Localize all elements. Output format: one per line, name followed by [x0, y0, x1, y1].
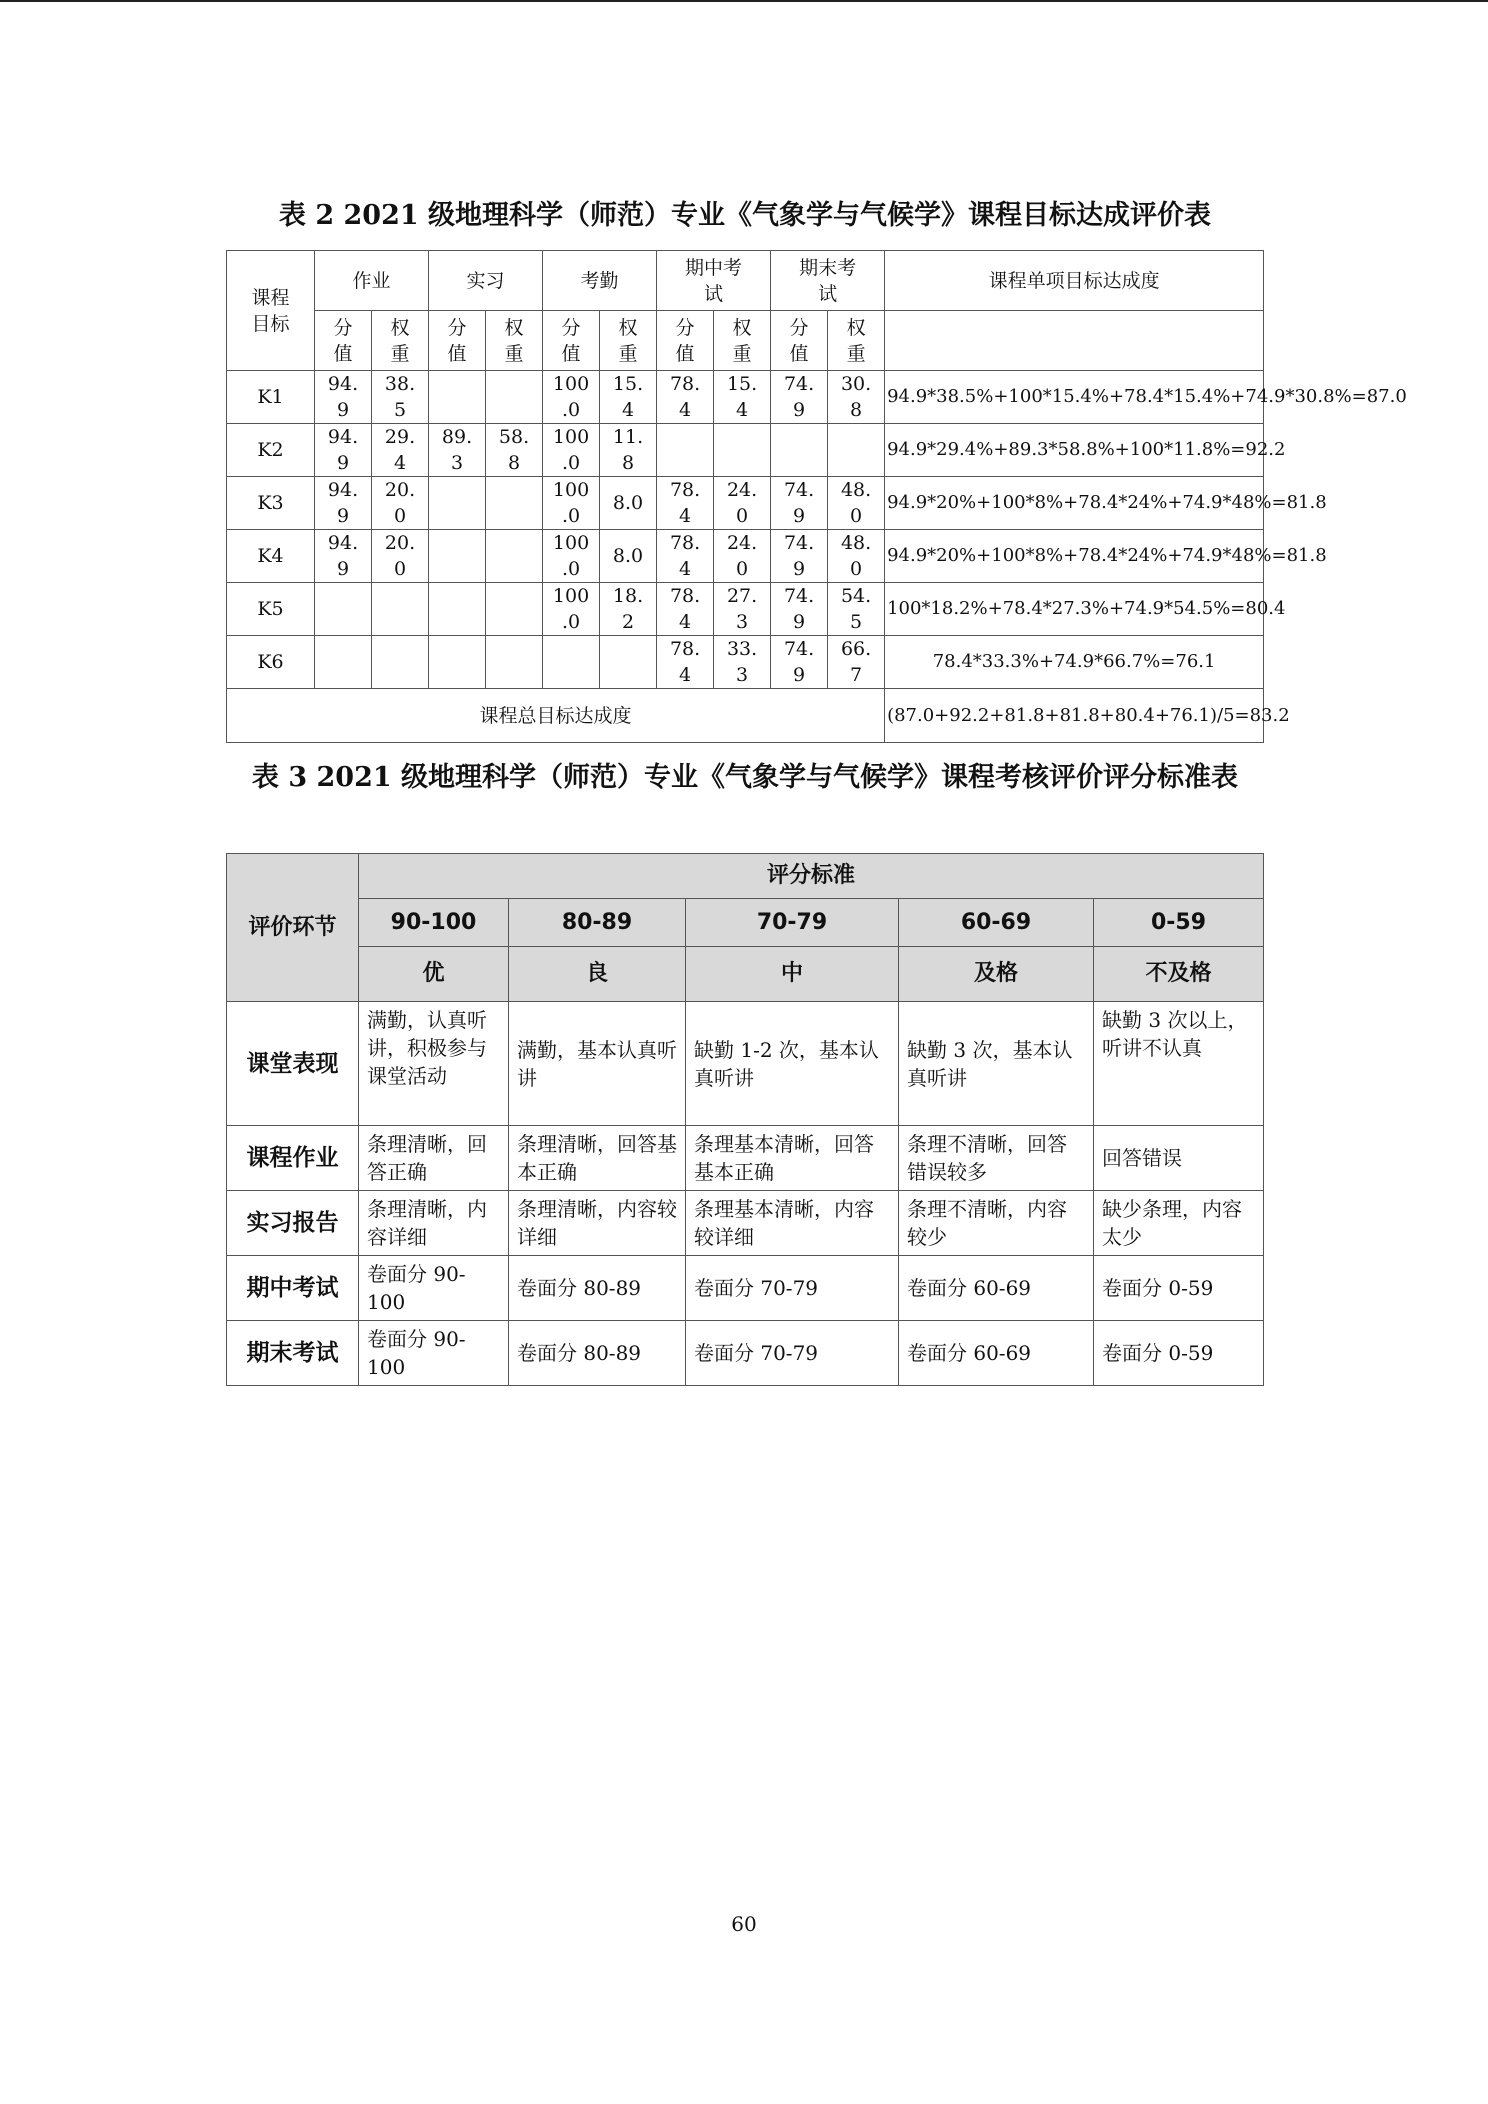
header-score: 分 值 — [543, 311, 600, 371]
header-evaluation-stage: 评价环节 — [227, 854, 359, 1002]
table-row — [227, 636, 1264, 689]
table-cell: 8.0 — [600, 530, 657, 583]
table-row — [227, 477, 1264, 530]
table-cell: 条理清晰，回答正确 — [359, 1126, 509, 1191]
table-cell: 78. 4 — [657, 583, 714, 636]
course-goal-achievement-table — [226, 250, 1407, 743]
table3-caption: 表 3 2021 级地理科学（师范）专业《气象学与气候学》课程考核评价评分标准表 — [251, 762, 1239, 793]
header-grading-standard: 评分标准 — [359, 854, 1264, 899]
table-cell: 卷面分 70-79 — [686, 1321, 899, 1386]
achievement-formula: 94.9*20%+100*8%+78.4*24%+74.9*48%=81.8 — [885, 530, 1264, 583]
table-cell — [372, 636, 429, 689]
table-cell: 卷面分 60-69 — [899, 1321, 1094, 1386]
header-weight: 权 重 — [828, 311, 885, 371]
header-internship: 实习 — [429, 251, 543, 311]
table-cell: 缺勤 1-2 次，基本认真听讲 — [686, 1002, 899, 1126]
achievement-formula: 78.4*33.3%+74.9*66.7%=76.1 — [885, 636, 1264, 689]
table-cell: 条理清晰，回答基本正确 — [509, 1126, 686, 1191]
table-cell: 78. 4 — [657, 530, 714, 583]
table-cell: 78. 4 — [657, 636, 714, 689]
table-cell: 条理不清晰，内容较少 — [899, 1191, 1094, 1256]
table-cell: 89. 3 — [429, 424, 486, 477]
table-cell: 条理不清晰，回答错误较多 — [899, 1126, 1094, 1191]
table-cell — [828, 424, 885, 477]
header-attendance: 考勤 — [543, 251, 657, 311]
table-cell — [315, 636, 372, 689]
table-cell: 58. 8 — [486, 424, 543, 477]
row-label: K5 — [227, 583, 315, 636]
table-row — [227, 1126, 1264, 1191]
achievement-formula: 94.9*20%+100*8%+78.4*24%+74.9*48%=81.8 — [885, 477, 1264, 530]
table-cell — [429, 477, 486, 530]
row-label: K4 — [227, 530, 315, 583]
total-achievement-formula: (87.0+92.2+81.8+81.8+80.4+76.1)/5=83.2 — [885, 689, 1264, 743]
table-cell: 66. 7 — [828, 636, 885, 689]
table-cell: 54. 5 — [828, 583, 885, 636]
header-course-target: 课程 目标 — [227, 251, 315, 371]
header-grade: 不及格 — [1094, 947, 1264, 1002]
header-grade: 中 — [686, 947, 899, 1002]
table-cell: 回答错误 — [1094, 1126, 1264, 1191]
row-label: 课堂表现 — [227, 1002, 359, 1126]
row-label: 课程作业 — [227, 1126, 359, 1191]
table-cell: 38. 5 — [372, 371, 429, 424]
header-weight: 权 重 — [600, 311, 657, 371]
header-weight: 权 重 — [372, 311, 429, 371]
table-cell: 94. 9 — [315, 477, 372, 530]
table-cell: 24. 0 — [714, 477, 771, 530]
table-cell — [429, 583, 486, 636]
header-homework: 作业 — [315, 251, 429, 311]
table-cell: 27. 3 — [714, 583, 771, 636]
table-cell: 74. 9 — [771, 583, 828, 636]
header-item-achievement: 课程单项目标达成度 — [885, 251, 1264, 311]
header-grade: 良 — [509, 947, 686, 1002]
table-cell: 卷面分 70-79 — [686, 1256, 899, 1321]
header-range: 80-89 — [509, 899, 686, 947]
table-cell: 缺勤 3 次以上，听讲不认真 — [1094, 1002, 1264, 1126]
table-cell: 100 .0 — [543, 424, 600, 477]
table-cell: 8.0 — [600, 477, 657, 530]
table-cell: 11. 8 — [600, 424, 657, 477]
table-cell: 74. 9 — [771, 636, 828, 689]
header-weight: 权 重 — [714, 311, 771, 371]
table-cell — [543, 636, 600, 689]
header-midterm-exam: 期中考 试 — [657, 251, 771, 311]
page-top-border — [0, 0, 1488, 2]
table-cell: 33. 3 — [714, 636, 771, 689]
table-cell — [771, 424, 828, 477]
total-achievement-label: 课程总目标达成度 — [227, 689, 885, 743]
table-cell — [486, 583, 543, 636]
table-row — [227, 583, 1264, 636]
table-cell: 卷面分 0-59 — [1094, 1256, 1264, 1321]
table-cell: 15. 4 — [714, 371, 771, 424]
table-cell — [714, 424, 771, 477]
header-grade: 及格 — [899, 947, 1094, 1002]
table-row-total — [227, 689, 1264, 743]
table-row — [227, 1256, 1264, 1321]
table-cell — [372, 583, 429, 636]
table-cell — [600, 636, 657, 689]
table-row — [227, 1002, 1264, 1126]
table-cell: 100 .0 — [543, 583, 600, 636]
table-row — [227, 1191, 1264, 1256]
table-cell — [429, 530, 486, 583]
table-cell: 94. 9 — [315, 530, 372, 583]
table-cell: 24. 0 — [714, 530, 771, 583]
table-cell — [486, 371, 543, 424]
row-label: 期中考试 — [227, 1256, 359, 1321]
table-cell: 30. 8 — [828, 371, 885, 424]
table-cell: 卷面分 0-59 — [1094, 1321, 1264, 1386]
table-cell: 94. 9 — [315, 424, 372, 477]
table-cell: 卷面分 80-89 — [509, 1256, 686, 1321]
table-cell: 条理清晰，内容较详细 — [509, 1191, 686, 1256]
table-cell: 20. 0 — [372, 530, 429, 583]
header-grade: 优 — [359, 947, 509, 1002]
table-row — [227, 1321, 1264, 1386]
header-range: 90-100 — [359, 899, 509, 947]
table-cell: 卷面分 90-100 — [359, 1321, 509, 1386]
header-blank — [885, 311, 1264, 371]
table2-caption: 表 2 2021 级地理科学（师范）专业《气象学与气候学》课程目标达成评价表 — [278, 200, 1212, 231]
table-cell: 48. 0 — [828, 530, 885, 583]
row-label: K1 — [227, 371, 315, 424]
table-cell: 100 .0 — [543, 530, 600, 583]
header-score: 分 值 — [771, 311, 828, 371]
table-cell: 满勤，基本认真听讲 — [509, 1002, 686, 1126]
grading-criteria-table — [226, 853, 1264, 1386]
table-cell: 48. 0 — [828, 477, 885, 530]
row-label: 实习报告 — [227, 1191, 359, 1256]
header-score: 分 值 — [315, 311, 372, 371]
table-cell — [429, 371, 486, 424]
table-cell: 卷面分 90-100 — [359, 1256, 509, 1321]
table-cell: 卷面分 60-69 — [899, 1256, 1094, 1321]
table-cell: 缺勤 3 次，基本认真听讲 — [899, 1002, 1094, 1126]
table-cell: 条理基本清晰，内容较详细 — [686, 1191, 899, 1256]
table-row — [227, 530, 1264, 583]
header-weight: 权 重 — [486, 311, 543, 371]
table-cell: 100 .0 — [543, 477, 600, 530]
header-score: 分 值 — [657, 311, 714, 371]
header-range: 0-59 — [1094, 899, 1264, 947]
table-cell: 29. 4 — [372, 424, 429, 477]
table-cell: 74. 9 — [771, 530, 828, 583]
header-score: 分 值 — [429, 311, 486, 371]
table-cell — [429, 636, 486, 689]
row-label: K2 — [227, 424, 315, 477]
achievement-formula: 100*18.2%+78.4*27.3%+74.9*54.5%=80.4 — [885, 583, 1264, 636]
table-cell — [486, 530, 543, 583]
table-cell — [486, 636, 543, 689]
table-cell — [486, 477, 543, 530]
table-cell: 15. 4 — [600, 371, 657, 424]
row-label: K6 — [227, 636, 315, 689]
achievement-formula: 94.9*38.5%+100*15.4%+78.4*15.4%+74.9*30.8%=87.0 — [885, 371, 1264, 424]
row-label: 期末考试 — [227, 1321, 359, 1386]
table-cell: 100 .0 — [543, 371, 600, 424]
table-cell: 满勤，认真听讲，积极参与课堂活动 — [359, 1002, 509, 1126]
header-range: 60-69 — [899, 899, 1094, 947]
table-row — [227, 371, 1264, 424]
table-cell: 20. 0 — [372, 477, 429, 530]
header-range: 70-79 — [686, 899, 899, 947]
table-cell: 缺少条理，内容太少 — [1094, 1191, 1264, 1256]
table-row — [227, 424, 1264, 477]
table-cell: 卷面分 80-89 — [509, 1321, 686, 1386]
table-cell: 74. 9 — [771, 371, 828, 424]
table-cell: 74. 9 — [771, 477, 828, 530]
table-cell: 条理清晰，内容详细 — [359, 1191, 509, 1256]
table-cell — [315, 583, 372, 636]
table-cell — [657, 424, 714, 477]
table-cell: 78. 4 — [657, 371, 714, 424]
table-cell: 78. 4 — [657, 477, 714, 530]
table-cell: 条理基本清晰，回答基本正确 — [686, 1126, 899, 1191]
achievement-formula: 94.9*29.4%+89.3*58.8%+100*11.8%=92.2 — [885, 424, 1264, 477]
page-number: 60 — [731, 1912, 757, 1936]
table-cell: 18. 2 — [600, 583, 657, 636]
row-label: K3 — [227, 477, 315, 530]
table-cell: 94. 9 — [315, 371, 372, 424]
header-final-exam: 期末考 试 — [771, 251, 885, 311]
